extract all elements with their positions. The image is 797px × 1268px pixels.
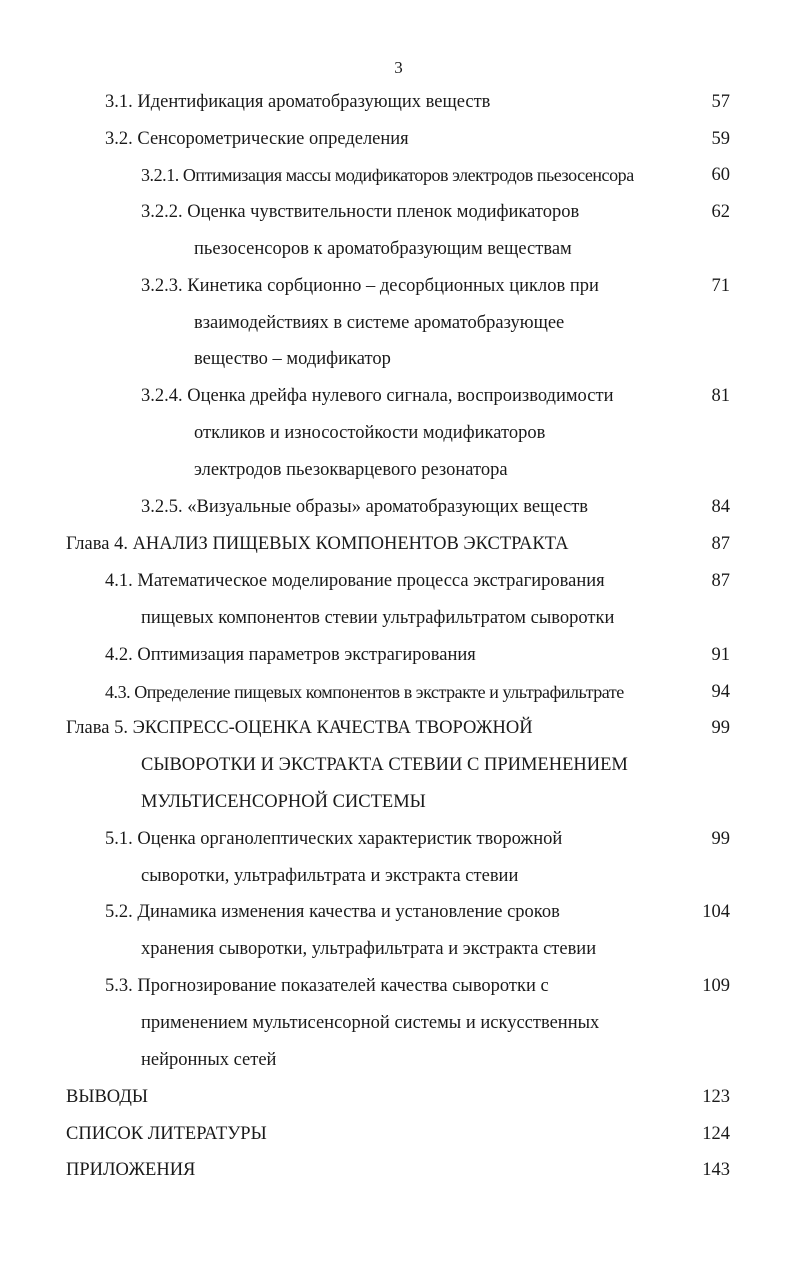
toc-entry-page: 87 bbox=[711, 571, 730, 591]
toc-entry-line: 3.2.2. Оценка чувствительности пленок модификаторов bbox=[141, 202, 580, 222]
toc-entry-page: 109 bbox=[702, 976, 730, 996]
toc-chapter-line: Глава 5. ЭКСПРЕСС-ОЦЕНКА КАЧЕСТВА ТВОРОЖНОЙ bbox=[66, 718, 533, 738]
toc-entry-title: 3.2.1. Оптимизация массы модификаторов электродов пьезосенсора bbox=[141, 165, 634, 185]
toc-entry-page: 59 bbox=[711, 129, 730, 149]
toc-entry-line: пищевых компонентов стевии ультрафильтратом сыворотки bbox=[141, 608, 615, 628]
toc-entry-page: 60 bbox=[711, 165, 730, 185]
toc-entry-page: 143 bbox=[702, 1160, 730, 1180]
toc-entry-line: 3.2.3. Кинетика сорбционно – десорбционных циклов при bbox=[141, 276, 599, 296]
toc-entry-page: 87 bbox=[711, 534, 730, 554]
toc-chapter-title: Глава 4. АНАЛИЗ ПИЩЕВЫХ КОМПОНЕНТОВ ЭКСТРАКТА bbox=[66, 534, 569, 554]
toc-chapter-line: МУЛЬТИСЕНСОРНОЙ СИСТЕМЫ bbox=[141, 792, 426, 812]
toc-entry-page: 84 bbox=[711, 497, 730, 517]
toc-entry-page: 57 bbox=[711, 92, 730, 112]
toc-entry-line: 3.2.4. Оценка дрейфа нулевого сигнала, воспроизводимости bbox=[141, 386, 614, 406]
toc-entry-page: 124 bbox=[702, 1124, 730, 1144]
page-number: 3 bbox=[394, 58, 403, 77]
toc-entry-line: пьезосенсоров к ароматобразующим веществам bbox=[194, 239, 572, 259]
toc-entry-title: 3.2.5. «Визуальные образы» ароматобразующих веществ bbox=[141, 497, 589, 517]
toc-entry-page: 104 bbox=[702, 902, 730, 922]
toc-entry-line: вещество – модификатор bbox=[194, 349, 391, 369]
toc-entry-page: 123 bbox=[702, 1087, 730, 1107]
toc-entry-page: 71 bbox=[711, 276, 730, 296]
toc-entry-page: 91 bbox=[711, 645, 730, 665]
toc-entry-title: ПРИЛОЖЕНИЯ bbox=[66, 1160, 196, 1180]
toc-entry-title: СПИСОК ЛИТЕРАТУРЫ bbox=[66, 1124, 267, 1144]
toc-entry-title: 4.2. Оптимизация параметров экстрагирования bbox=[105, 645, 476, 665]
toc-entry-line: 5.2. Динамика изменения качества и установление сроков bbox=[105, 902, 560, 922]
toc-entry-line: 5.3. Прогнозирование показателей качества сыворотки с bbox=[105, 976, 549, 996]
toc-entry-line: 5.1. Оценка органолептических характеристик творожной bbox=[105, 829, 563, 849]
toc-entry-line: электродов пьезокварцевого резонатора bbox=[194, 460, 508, 480]
toc-entry-line: взаимодействиях в системе ароматобразующее bbox=[194, 313, 565, 333]
toc-entry-title: 4.3. Определение пищевых компонентов в экстракте и ультрафильтрате bbox=[105, 682, 624, 702]
toc-entry-page: 94 bbox=[711, 682, 730, 702]
toc-entry-page: 81 bbox=[711, 386, 730, 406]
toc-entry-title: ВЫВОДЫ bbox=[66, 1087, 149, 1107]
toc-entry-title: 3.1. Идентификация ароматобразующих веществ bbox=[105, 92, 491, 112]
toc-entry-page: 62 bbox=[711, 202, 730, 222]
toc-entry-line: хранения сыворотки, ультрафильтрата и экстракта стевии bbox=[141, 939, 597, 959]
toc-entry-line: сыворотки, ультрафильтрата и экстракта стевии bbox=[141, 866, 519, 886]
toc-entry-page: 99 bbox=[711, 829, 730, 849]
toc-entry-page: 99 bbox=[711, 718, 730, 738]
toc-entry-title: 3.2. Сенсорометрические определения bbox=[105, 129, 409, 149]
toc-entry-line: 4.1. Математическое моделирование процесса экстрагирования bbox=[105, 571, 605, 591]
toc-entry-line: откликов и износостойкости модификаторов bbox=[194, 423, 546, 443]
toc-entry-line: применением мультисенсорной системы и искусственных bbox=[141, 1013, 600, 1033]
toc-entry-line: нейронных сетей bbox=[141, 1050, 277, 1070]
toc-chapter-line: СЫВОРОТКИ И ЭКСТРАКТА СТЕВИИ С ПРИМЕНЕНИЕМ bbox=[141, 755, 628, 775]
